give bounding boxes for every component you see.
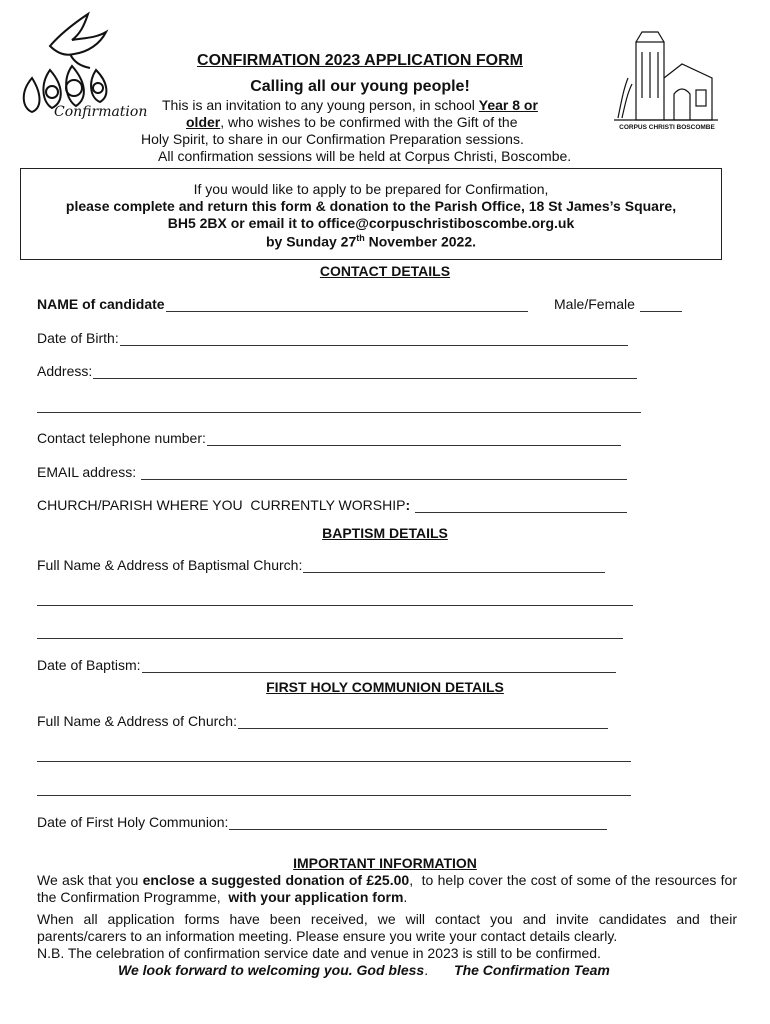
baptism-date-label: Date of Baptism: — [37, 657, 141, 673]
notice-deadline: by Sunday 27th November 2022. — [265, 233, 477, 250]
notice-line-3: BH5 2BX or email it to office@corpuschristiboscombe.org.uk — [167, 215, 575, 231]
address-field-line-2[interactable] — [37, 411, 641, 413]
communion-church-label: Full Name & Address of Church: — [37, 713, 237, 729]
meeting-paragraph: When all application forms have been received, we will contact you and invite candidates and their parents/carers to an information meeting. Please ensure you write your contact details clearly. — [37, 911, 737, 944]
baptism-church-line-3[interactable] — [37, 637, 623, 639]
communion-date-field[interactable] — [229, 817, 607, 830]
phone-field[interactable] — [207, 433, 621, 446]
communion-church-field[interactable] — [238, 716, 608, 729]
church-worship-colon: : — [405, 497, 411, 513]
email-field[interactable] — [141, 467, 627, 480]
baptism-date-field[interactable] — [142, 660, 616, 673]
important-info-heading: IMPORTANT INFORMATION — [293, 855, 477, 871]
notice-line-1: If you would like to apply to be prepared for Confirmation, — [193, 181, 549, 197]
baptism-details-heading: BAPTISM DETAILS — [322, 525, 448, 541]
dob-field[interactable] — [120, 333, 628, 346]
dob-label: Date of Birth: — [37, 330, 119, 346]
church-icon — [612, 28, 720, 124]
email-label: EMAIL address: — [37, 464, 140, 480]
phone-label: Contact telephone number: — [37, 430, 206, 446]
intro-line-2: older, who wishes to be confirmed with the Gift of the — [186, 114, 518, 130]
church-worship-row — [37, 497, 627, 513]
form-subtitle: Calling all our young people! — [250, 78, 470, 95]
candidate-name-row — [37, 296, 528, 312]
closing-signature: The Confirmation Team — [454, 962, 610, 978]
candidate-name-label: NAME of candidate — [37, 296, 165, 312]
logo-text: Confirmation — [54, 104, 148, 120]
baptism-church-field[interactable] — [303, 560, 605, 573]
communion-church-row — [37, 713, 608, 729]
donation-paragraph: We ask that you enclose a suggested donation of £25.00, to help cover the cost of some of the resources for the Confirmation Programme, with your application form. — [37, 872, 741, 905]
email-row — [37, 464, 627, 480]
address-field[interactable] — [93, 366, 637, 379]
communion-date-label: Date of First Holy Communion: — [37, 814, 229, 830]
baptism-date-row — [37, 657, 616, 673]
baptism-church-line-2[interactable] — [37, 604, 633, 606]
gender-field[interactable] — [640, 299, 682, 312]
phone-row — [37, 430, 621, 446]
intro-line-4: All confirmation sessions will be held at Corpus Christi, Boscombe. — [158, 148, 572, 164]
intro-line-1: This is an invitation to any young person, in school Year 8 or — [162, 97, 538, 113]
gender-label: Male/Female — [554, 296, 635, 312]
candidate-name-field[interactable] — [166, 299, 528, 312]
communion-church-line-3[interactable] — [37, 794, 631, 796]
church-caption: CORPUS CHRISTI BOSCOMBE — [619, 124, 715, 131]
communion-date-row — [37, 814, 607, 830]
communion-details-heading: FIRST HOLY COMMUNION DETAILS — [266, 679, 504, 695]
address-label: Address: — [37, 363, 93, 379]
contact-details-heading: CONTACT DETAILS — [319, 263, 451, 279]
baptism-church-label: Full Name & Address of Baptismal Church: — [37, 557, 303, 573]
communion-church-line-2[interactable] — [37, 760, 631, 762]
closing-line — [118, 962, 610, 978]
confirmation-logo — [10, 8, 148, 126]
intro-line-3: Holy Spirit, to share in our Confirmation Preparation sessions. — [141, 131, 524, 147]
church-worship-field[interactable] — [415, 500, 627, 513]
closing-message: We look forward to welcoming you. God bless — [118, 962, 425, 978]
closing-dot: . — [424, 962, 429, 978]
notice-line-2: please complete and return this form & donation to the Parish Office, 18 St James’s Square, — [65, 198, 677, 214]
form-title: CONFIRMATION 2023 APPLICATION FORM — [197, 52, 523, 69]
baptism-church-row — [37, 557, 605, 573]
submission-notice — [20, 168, 722, 260]
dob-row — [37, 330, 628, 346]
church-worship-label: CHURCH/PARISH WHERE YOU CURRENTLY WORSHIP — [37, 497, 406, 513]
nb-paragraph: N.B. The celebration of confirmation service date and venue in 2023 is still to be confirmed. — [37, 945, 601, 961]
church-logo — [612, 28, 720, 136]
gender-row — [554, 296, 682, 312]
address-row — [37, 363, 637, 379]
